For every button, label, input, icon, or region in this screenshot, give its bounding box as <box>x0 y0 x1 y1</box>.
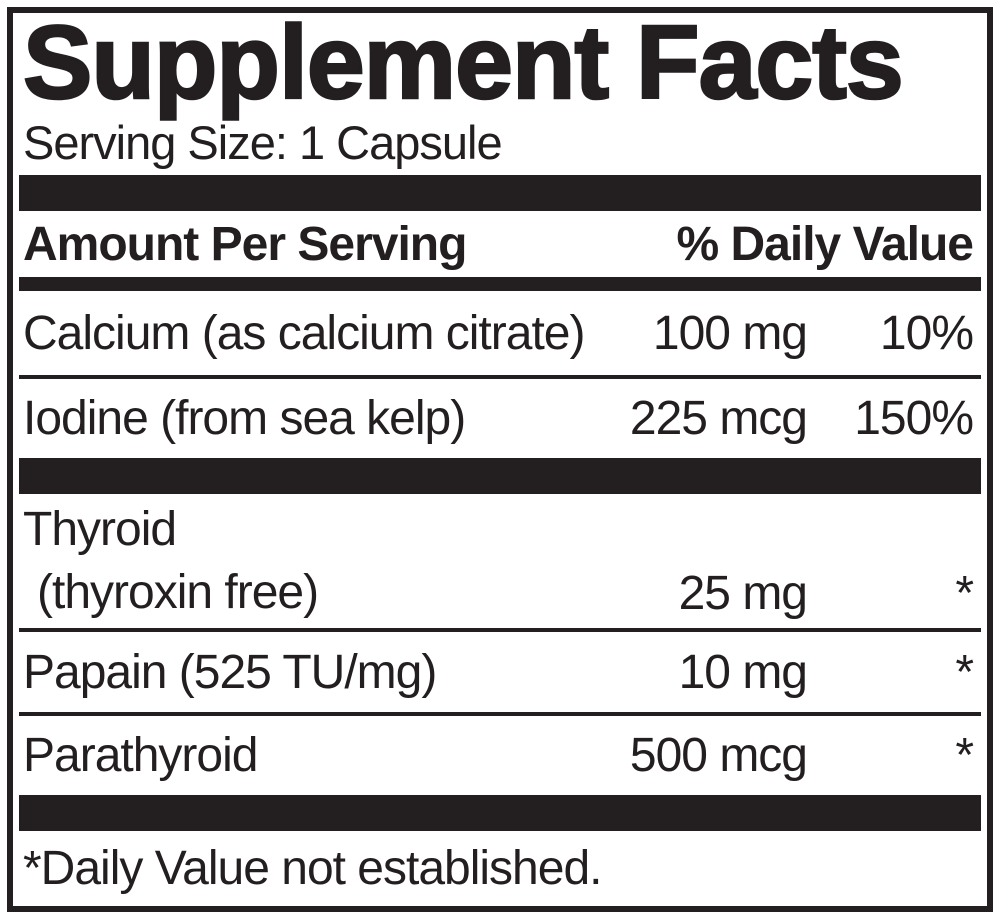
nutrient-amount: 225 mcg <box>629 392 807 445</box>
nutrient-name: Iodine (from sea kelp) <box>23 392 466 445</box>
table-row-thyroid <box>19 494 981 628</box>
separator-bar-middle <box>19 458 981 494</box>
serving-size-text: Serving Size: 1 Capsule <box>23 115 502 169</box>
separator-bar-top <box>19 175 981 211</box>
header-thick-rule <box>19 277 981 291</box>
nutrient-daily-value: * <box>955 729 973 782</box>
nutrient-amount: 25 mg <box>678 566 807 620</box>
nutrient-name: Papain (525 TU/mg) <box>23 645 437 699</box>
table-row-calcium <box>19 291 981 375</box>
nutrient-daily-value: 10% <box>879 306 973 360</box>
footnote-text: *Daily Value not established. <box>23 842 602 895</box>
nutrient-name: Calcium (as calcium citrate) <box>23 306 585 360</box>
table-header-row <box>19 211 981 277</box>
nutrient-name-line1: Thyroid <box>23 503 177 556</box>
table-row-iodine <box>19 379 981 458</box>
table-row-parathyroid <box>19 716 981 795</box>
panel-title: Supplement Facts <box>23 5 903 121</box>
header-percent-daily-value: % Daily Value <box>676 217 973 271</box>
nutrient-daily-value: 150% <box>854 392 973 445</box>
footnote-row <box>19 831 981 906</box>
panel-content <box>13 5 987 906</box>
title-row <box>19 5 981 121</box>
nutrient-name: Parathyroid <box>23 729 258 782</box>
nutrient-daily-value: * <box>955 566 973 620</box>
nutrient-daily-value: * <box>955 645 973 699</box>
nutrient-amount: 100 mg <box>652 306 807 360</box>
nutrient-name <box>23 494 603 628</box>
serving-size-row <box>19 113 981 171</box>
separator-bar-bottom <box>19 795 981 831</box>
nutrient-amount: 10 mg <box>678 645 807 699</box>
table-row-papain <box>19 632 981 712</box>
nutrient-name-line2: (thyroxin free) <box>37 566 319 619</box>
header-amount-per-serving: Amount Per Serving <box>23 217 467 271</box>
nutrient-amount: 500 mcg <box>629 729 807 782</box>
supplement-facts-panel <box>7 7 993 912</box>
